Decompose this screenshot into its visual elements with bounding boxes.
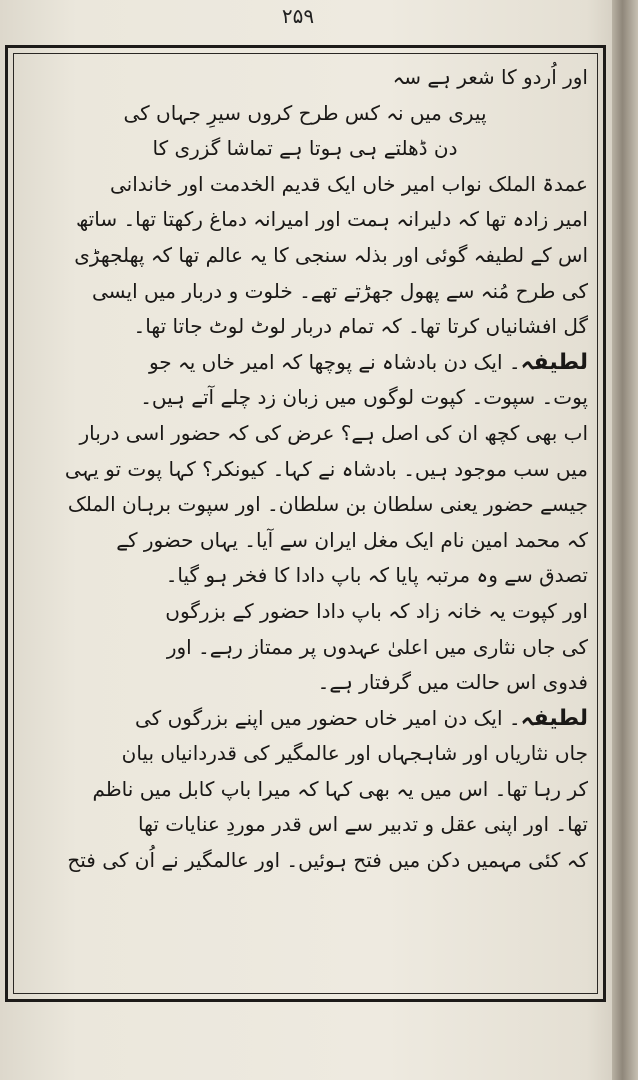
text-line — [22, 558, 588, 594]
text-line-content: اب بھی کچھ ان کی اصل ہے؟ عرض کی کہ حضور اسی دربار — [79, 420, 588, 445]
text-line — [22, 630, 588, 666]
text-line — [22, 238, 588, 274]
text-line — [22, 131, 588, 167]
text-line-content: دن ڈھلتے ہی ہوتا ہے تماشا گزری کا — [152, 136, 458, 161]
text-line — [22, 772, 588, 808]
text-line — [22, 701, 588, 737]
text-line-content: کہ کئی مہمیں دکن میں فتح ہوئیں۔ اور عالمگیر نے اُن کی فتح — [67, 848, 588, 873]
text-line-content: عمدۃ الملک نواب امیر خاں ایک قدیم الخدمت اور خاندانی — [110, 171, 588, 196]
text-line-content: میں سب موجود ہیں۔ بادشاہ نے کہا۔ کیونکر؟ کہا پوت تو یہی — [64, 456, 588, 481]
text-line-content: اور اُردو کا شعر ہے سہ — [392, 65, 588, 89]
anecdote-heading: لطیفہ — [520, 705, 588, 731]
text-line-content: کی طرح مُنہ سے پھول جھڑتے تھے۔ خلوت و دربار میں ایسی — [92, 278, 588, 303]
text-line — [22, 807, 588, 843]
text-line-content: جیسے حضور یعنی سلطان بن سلطان۔ اور سپوت برہان الملک — [67, 492, 588, 517]
text-line-content: تصدق سے وہ مرتبہ پایا کہ باپ دادا کا فخر ہو گیا۔ — [165, 563, 588, 588]
text-line — [22, 416, 588, 452]
text-line-content: اور کپوت یہ خانہ زاد کہ باپ دادا حضور کے بزرگوں — [165, 598, 588, 623]
text-line — [22, 274, 588, 310]
text-line — [22, 487, 588, 523]
text-line-content: تھا۔ اور اپنی عقل و تدبیر سے اس قدر موردِ عنایات تھا — [138, 812, 588, 837]
text-line — [22, 167, 588, 203]
text-line — [22, 96, 588, 132]
text-line — [22, 309, 588, 345]
text-line — [22, 202, 588, 238]
text-line — [22, 345, 588, 381]
text-line-content: پوت۔ سپوت۔ کپوت لوگوں میں زبان زد چلے آتے ہیں۔ — [140, 385, 588, 410]
text-line-content: فدوی اس حالت میں گرفتار ہے۔ — [317, 670, 588, 695]
text-line — [22, 523, 588, 559]
text-line-content: کر رہا تھا۔ اس میں یہ بھی کہا کہ میرا باپ کابل میں ناظم — [92, 776, 588, 801]
text-line — [22, 380, 588, 416]
text-line — [22, 594, 588, 630]
text-line-content: ۔ ایک دن بادشاہ نے پوچھا کہ امیر خاں یہ جو — [148, 349, 521, 374]
text-line — [22, 452, 588, 488]
text-line-content: گل افشانیاں کرتا تھا۔ کہ تمام دربار لوٹ لوٹ جاتا تھا۔ — [133, 314, 588, 339]
text-line — [22, 60, 588, 96]
body-text — [22, 60, 588, 990]
text-line-content: کہ محمد امین نام ایک مغل ایران سے آیا۔ یہاں حضور کے — [116, 527, 588, 552]
text-line-content: امیر زادہ تھا کہ دلیرانہ ہمت اور امیرانہ دماغ رکھتا تھا۔ ساتھ — [76, 207, 588, 232]
page-number: ۲۵۹ — [281, 4, 315, 28]
text-line — [22, 736, 588, 772]
text-line — [22, 665, 588, 701]
text-line-content: پیری میں نہ کس طرح کروں سیرِ جہاں کی — [123, 100, 487, 125]
text-line — [22, 843, 588, 879]
book-spine — [612, 0, 638, 1080]
text-line-content: کی جاں نثاری میں اعلیٰ عہدوں پر ممتاز رہے۔ اور — [166, 634, 588, 659]
text-line-content: ۔ ایک دن امیر خاں حضور میں اپنے بزرگوں کی — [135, 705, 521, 730]
text-line-content: اس کے لطیفہ گوئی اور بذلہ سنجی کا یہ عالم تھا کہ پھلجھڑی — [74, 242, 588, 267]
text-line-content: جاں نثاریاں اور شاہجہاں اور عالمگیر کی قدردانیاں بیان — [121, 741, 588, 766]
anecdote-heading: لطیفہ — [520, 349, 588, 375]
